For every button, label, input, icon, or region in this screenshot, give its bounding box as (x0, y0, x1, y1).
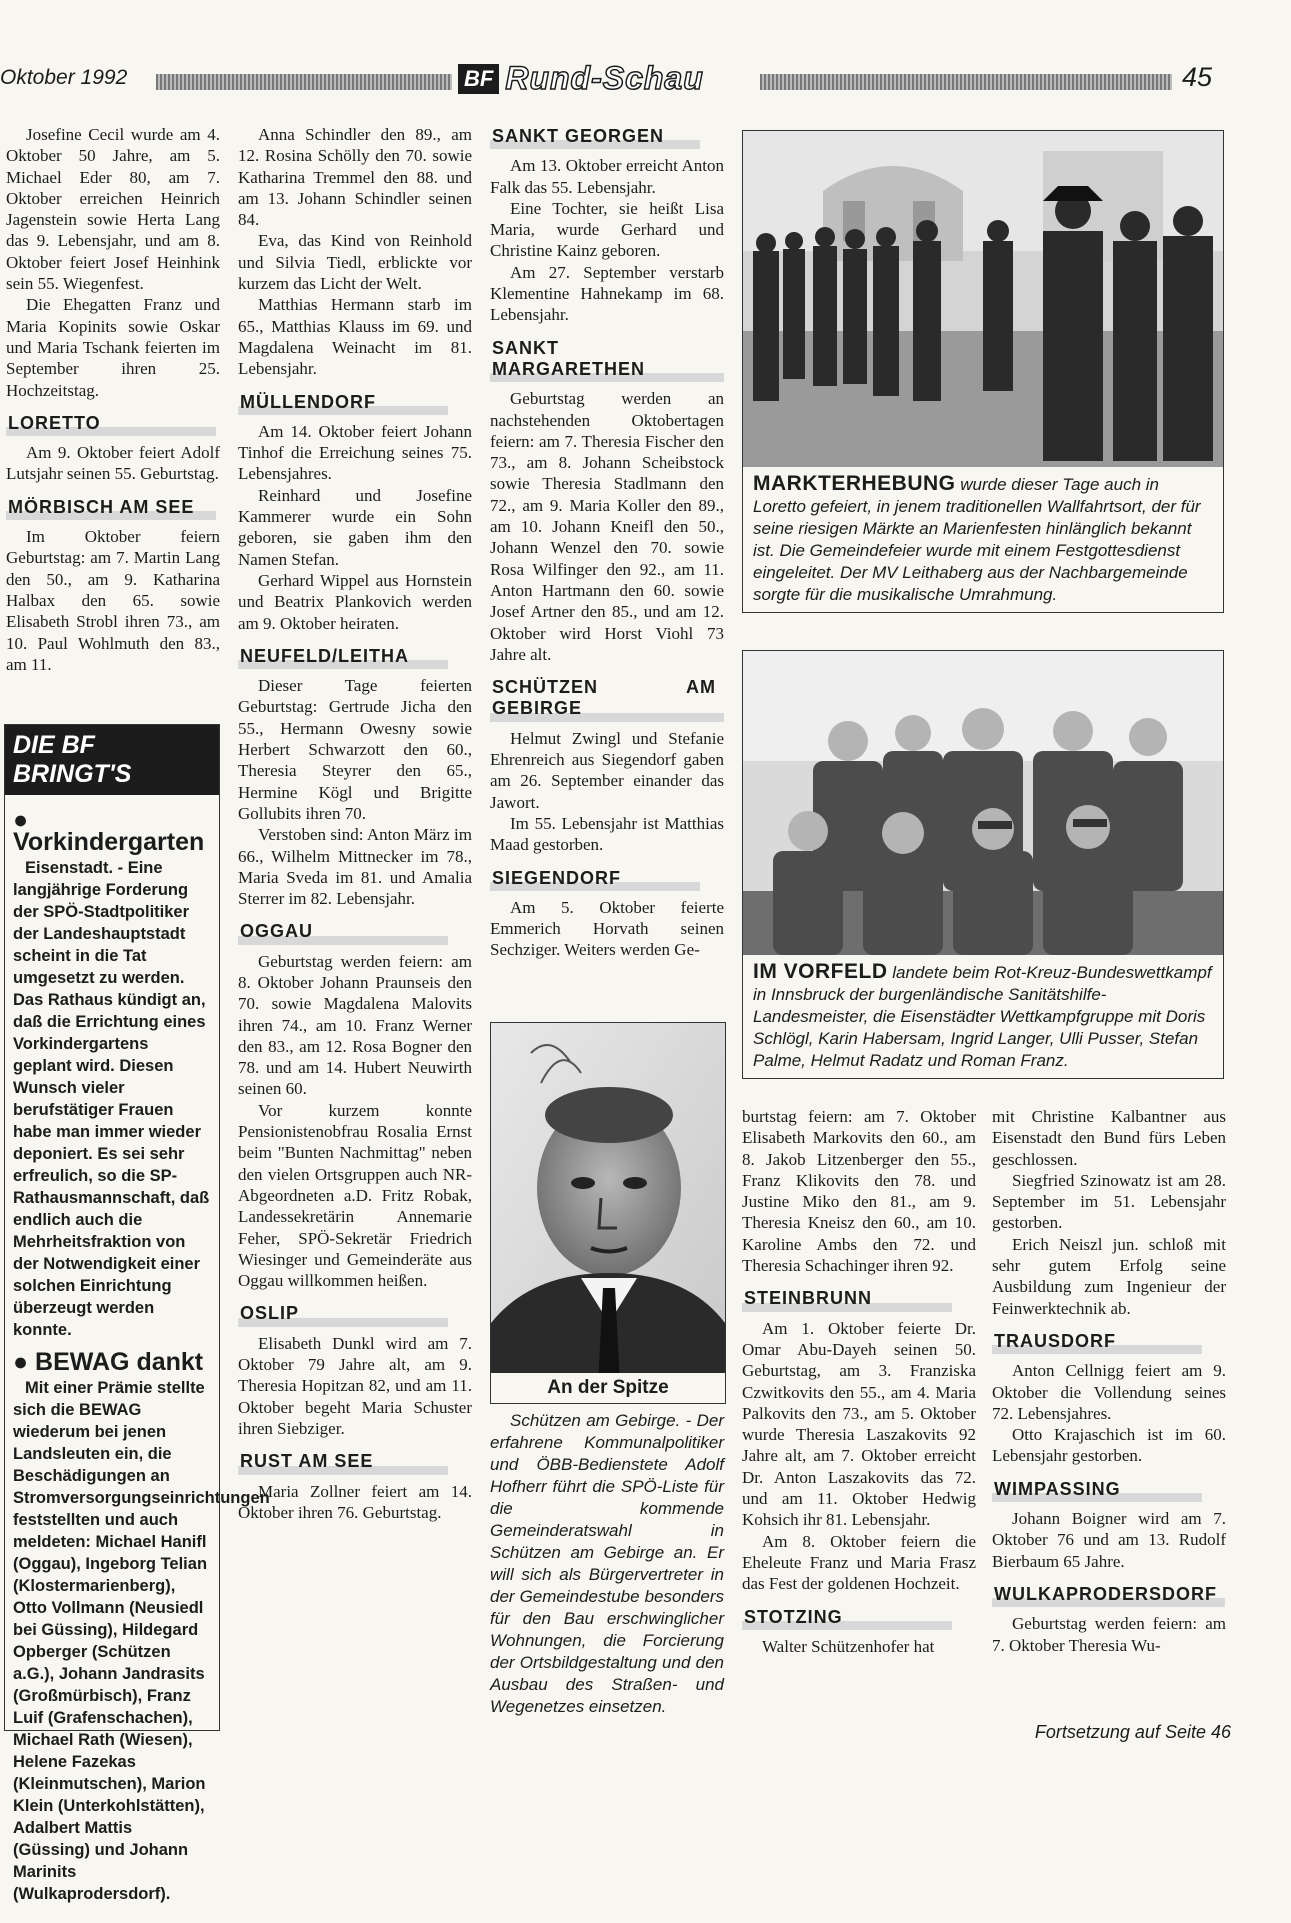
section-heading-muellendorf: MÜLLENDORF (238, 390, 448, 415)
masthead-logo (458, 60, 704, 97)
box-heading-vorkindergarten: ● Vorkindergarten (13, 806, 205, 856)
article-text: Geburtstag werden feiern: am 7. Oktober Theresia Wu- (992, 1614, 1226, 1655)
article-text: Otto Krajaschich ist im 60. Lebensjahr gestorben. (992, 1425, 1226, 1466)
column-3 (490, 124, 724, 961)
column-5 (992, 1106, 1226, 1656)
header-rule-right (760, 74, 1172, 90)
article-text: burtstag feiern: am 7. Oktober Elisabeth Markovits den 60., am 8. Jakob Litzenberger den 55., Franz Klikovits den 78. und Justine Miko den 81., am 9. Theresia Kneisz den 60., am 10. Karoline Ambs den 72. und Theresia Schachinger ihren 92. (742, 1107, 976, 1276)
article-text: Anton Cellnigg feiert am 9. Oktober die Vollendung seines 72. Lebensjahres. (992, 1361, 1226, 1423)
section-heading-schuetzen: SCHÜTZEN AM GEBIRGE (490, 675, 724, 722)
article-text: Maria Zollner feiert am 14. Oktober ihren 76. Geburtstag. (238, 1481, 472, 1522)
article-text: Am 9. Oktober feiert Adolf Lutsjahr seinen 55. Geburtstag. (6, 443, 220, 484)
article-text: Johann Boigner wird am 7. Oktober 76 und am 13. Rudolf Bierbaum 65 Jahre. (992, 1509, 1226, 1571)
section-heading-trausdorf: TRAUSDORF (992, 1329, 1202, 1354)
column-2 (238, 124, 472, 1523)
article-text: Eva, das Kind von Reinhold und Silvia Tiedl, erblickte vor kurzem das Licht der Welt. (238, 231, 472, 294)
portrait-photo (490, 1022, 726, 1404)
section-heading-loretto: LORETTO (6, 411, 216, 436)
article-text: Geburtstag werden an nachstehenden Oktobertagen feiern: am 7. Theresia Fischer den 73., am 8. Johann Scheibstock sowie Theresia Stadlmann den 72., am 9. Maria Koller den 89., am 10. Johann Kneifl den 50., Johann Wenzel den 70. sowie Rosa Wilfinger den 92., am 11. Anton Hartmann den 60. sowie Josef Artner den 85., und am 12. Oktober wird Horst Viohl 73 Jahre alt. (490, 389, 724, 664)
portrait-image (491, 1023, 725, 1403)
caption-lead: IM VORFELD (753, 960, 888, 983)
issue-date: Oktober 1992 (0, 66, 128, 89)
section-heading-wulkaprodersdorf: WULKAPRODERSDORF (992, 1582, 1225, 1607)
vorfeld-photo (742, 650, 1224, 956)
header-rule-left (156, 74, 452, 90)
article-text: Walter Schützenhofer hat (762, 1636, 935, 1656)
article-text: Im 55. Lebensjahr ist Matthias Maad gestorben. (490, 813, 724, 855)
page-number: 45 (1182, 62, 1213, 92)
column-1 (6, 124, 220, 675)
caption-text: Schützen am Gebirge. - Der erfahrene Kommunalpolitiker und ÖBB-Bedienstete Adolf Hofherr führt die SPÖ-Liste für die kommende Gemeinderatswahl in Schützen am Gebirge an. Er will sich als Bürgervertreter in der Gemeindestube besonders für den Bau erschwinglicher Wohnungen, die Forcierung der Ortsbildgestaltung und den Ausbau des Straßen- und Wegenetzes einsetzen. (490, 1411, 724, 1716)
article-text: Geburtstag werden feiern: am 8. Oktober Johann Praunseis den 70. sowie Magdalena Malovits ihren 74., am 10. Franz Werner den 83., am 12. Rosa Bogner den 78. und am 14. Hubert Neuwirth seinen 60. (238, 951, 472, 1099)
article-text: Dieser Tage feierten Geburtstag: Gertrude Jicha den 55., Hermann Owesny sowie Herbert Schwarzott den 60., Theresia Steyrer den 65., Hermine Kögl und Brigitte Gollubits ihren 70. (238, 676, 472, 823)
article-text: Vor kurzem konnte Pensionistenobfrau Rosalia Ernst beim "Bunten Nachmittag" neben den vielen Ortsgruppen auch NR-Abgeordneten a.D. Fritz Robak, Landessekretärin Annemarie Feher, SPÖ-Sekretär Friedrich Wiesinger und Gemeinderäte aus Oggau willkommen heißen. (238, 1100, 472, 1291)
vorfeld-caption (742, 955, 1224, 1079)
continued-note: Fortsetzung auf Seite 46 (1034, 1722, 1231, 1742)
box-heading-bewag: ● BEWAG dankt (13, 1348, 204, 1376)
section-heading-oslip: OSLIP (238, 1301, 448, 1326)
markterhebung-caption (742, 467, 1224, 613)
section-heading-neufeld: NEUFELD/LEITHA (238, 644, 448, 669)
article-text: Josefine Cecil wurde am 4. Oktober 50 Jahre, am 5. Michael Eder 80, am 7. Oktober erreichen Heinrich Jagenstein sowie Herta Lang das 9. Lebensjahr, und am 8. Oktober feiert Josef Heinhink sein 55. Wiegenfest. (6, 125, 220, 294)
article-text: Am 8. Oktober feiern die Eheleute Franz und Maria Frasz das Fest der goldenen Hochzeit. (742, 1531, 976, 1594)
caption-text: landete beim Rot-Kreuz-Bundeswettkampf in Innsbruck der burgenländische Sanitätshilfe-Landesmeister, die Eisenstädter Wettkampfgruppe mit Doris Schlögl, Karin Habersam, Ingrid Langer, Ulli Pusser, Stefan Palme, Helmut Radatz und Roman Franz. (753, 963, 1212, 1070)
markterhebung-photo (742, 130, 1224, 468)
section-heading-oggau: OGGAU (238, 919, 448, 944)
article-text: Verstoben sind: Anton März im 66., Wilhelm Mittnecker im 78., Maria Sveda im 81. und Amalia Sterrer im 82. Lebensjahr. (238, 825, 472, 909)
article-text: Am 1. Oktober feierte Dr. Omar Abu-Dayeh seinen 50. Geburtstag, am 3. Franziska Czwitkovits den 55., am 4. Maria Palkovits den 73., am 5. Oktober wurde Theresia Laszakovits 92 Jahre alt, am 7. Oktober erreicht Dr. Anton Laszakovits das 72. und am 11. Oktober Hedwig Kohsich ihr 81. Lebensjahr. (742, 1318, 976, 1530)
article-text: Die Ehegatten Franz und Maria Kopinits sowie Oskar und Maria Tschank feierten im September ihren 25. Hochzeitstag. (6, 295, 220, 400)
logo-title: Rund-Schau (505, 60, 704, 96)
box-text: Mit einer Prämie stellte sich die BEWAG wiederum bei jenen Landsleuten ein, die Beschädigungen an Stromversorgungseinrichtungen feststellten und auch meldeten: Michael Hanifl (Oggau), Ingeborg Telian (Klostermarienberg), Otto Vollmann (Neusiedl bei Güssing), Hildegard Opberger (Schützen a.G.), Johann Jandrasits (Großmürbisch), Franz Luif (Grafenschachen), Michael Rath (Wiesen), Helene Fazekas (Kleinmutschen), Marion Klein (Unterkohlstätten), Adalbert Mattis (Güssing) und Johann Marinits (Wulkaprodersdorf). (13, 1379, 270, 1903)
section-heading-moerbisch: MÖRBISCH AM SEE (6, 495, 216, 520)
article-text: Eine Tochter, sie heißt Lisa Maria, wurde Gerhard und Christine Kainz geboren. (490, 198, 724, 261)
band-image (743, 131, 1223, 467)
article-text: Im Oktober feiern Geburtstag: am 7. Martin Lang den 50., am 9. Katharina Halbax den 65. sowie Elisabeth Strobl ihren 73., am 10. Paul Wohlmuth den 83., am 11. (6, 527, 220, 674)
article-text: Reinhard und Josefine Kammerer wurde ein Sohn geboren, sie gaben ihm den Namen Stefan. (238, 485, 472, 569)
section-heading-steinbrunn: STEINBRUNN (742, 1286, 952, 1311)
logo-bf: BF (458, 64, 499, 94)
article-text: Gerhard Wippel aus Hornstein und Beatrix Plankovich werden am 9. Oktober heiraten. (238, 570, 472, 633)
portrait-caption (490, 1410, 724, 1718)
article-text: Am 13. Oktober erreicht Anton Falk das 55. Lebensjahr. (490, 156, 724, 197)
section-heading-wimpassing: WIMPASSING (992, 1477, 1202, 1502)
team-image (743, 651, 1223, 955)
section-heading-sankt-georgen: SANKT GEORGEN (490, 124, 700, 149)
article-text: Am 14. Oktober feiert Johann Tinhof die Erreichung seines 75. Lebensjahres. (238, 421, 472, 484)
article-text: Anna Schindler den 89., am 12. Rosina Schölly den 70. sowie Katharina Tremmel den 88. und am 13. Johann Schindler seinen 84. (238, 125, 472, 230)
article-text: Helmut Zwingl und Stefanie Ehrenreich aus Siegendorf gaben am 26. September einander das Jawort. (490, 728, 724, 812)
article-text: mit Christine Kalbantner aus Eisenstadt den Bund fürs Leben geschlossen. (992, 1107, 1226, 1169)
box-title: DIE BF BRINGT'S (5, 725, 219, 795)
section-heading-siegendorf: SIEGENDORF (490, 866, 700, 891)
section-heading-sankt-margarethen: SANKT MARGARETHEN (490, 336, 724, 383)
section-heading-stotzing: STOTZING (742, 1605, 952, 1630)
article-text: Am 5. Oktober feierte Emmerich Horvath seinen Sechziger. Weiters werden Ge- (490, 897, 724, 960)
article-text: Matthias Hermann starb im 65., Matthias Klauss im 69. und Magdalena Weinacht im 81. Lebensjahr. (238, 295, 472, 379)
article-text: Erich Neiszl jun. schloß mit sehr gutem Erfolg seine Ausbildung zum Ingenieur der Feinwerktechnik ab. (992, 1234, 1226, 1318)
box-text: Eisenstadt. - Eine langjährige Forderung der SPÖ-Stadtpolitiker der Landeshauptstadt scheint in die Tat umgesetzt zu werden. Das Rathaus kündigt an, daß die Errichtung eines Vorkindergartens geplant wird. Diesen Wunsch vieler berufstätiger Frauen habe man immer wieder deponiert. Es sei sehr erfreulich, so die SP-Rathausmannschaft, daß endlich auch die Mehrheitsfraktion von der Notwendigkeit einer solchen Einrichtung überzeugt werden konnte. (13, 859, 210, 1339)
article-text: Am 27. September verstarb Klementine Hahnekamp im 68. Lebensjahr. (490, 262, 724, 325)
column-4 (742, 1106, 976, 1657)
article-text: Siegfried Szinowatz ist am 28. September im 51. Lebensjahr gestorben. (992, 1170, 1226, 1233)
caption-text: wurde dieser Tage auch in Loretto gefeiert, in jenem traditionellen Wallfahrtsort, der für seine riesigen Märkte an Marienfesten hinlänglich bekannt ist. Die Gemeindefeier wurde mit einem Festgottesdienst eingeleitet. Der MV Leithaberg aus der Nachbargemeinde sorgte für die musikalische Umrahmung. (753, 475, 1201, 604)
caption-lead: MARKTERHEBUNG (753, 472, 956, 495)
article-text: Elisabeth Dunkl wird am 7. Oktober 79 Jahre alt, am 9. Theresia Hopitzan 82, und am 11. Oktober begeht Maria Schuster ihren Siebziger. (238, 1333, 472, 1438)
section-heading-rust: RUST AM SEE (238, 1449, 448, 1474)
portrait-title: An der Spitze (491, 1373, 725, 1403)
